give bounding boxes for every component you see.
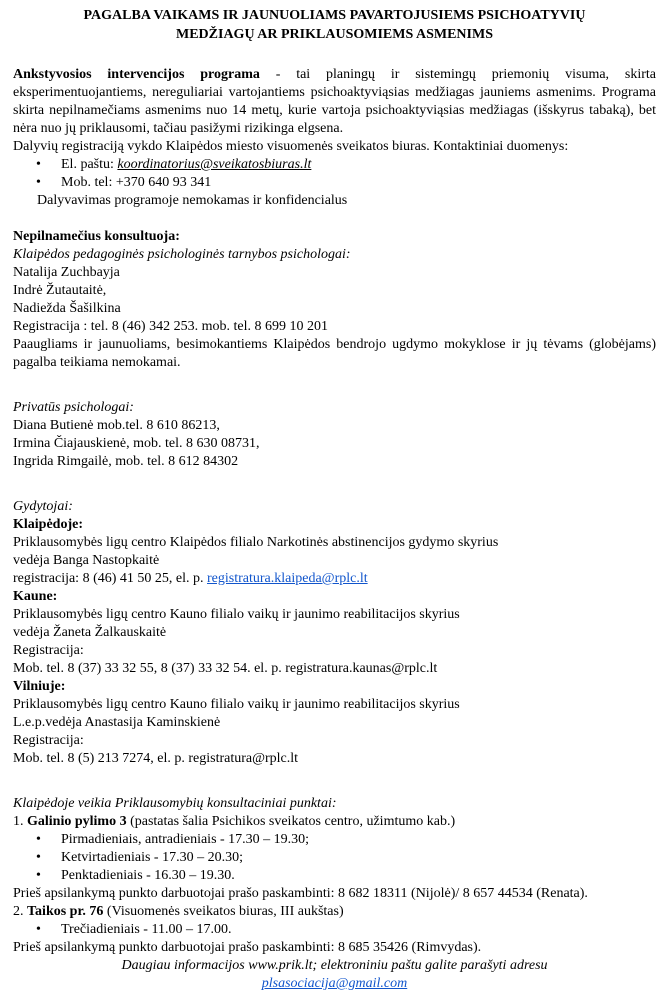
- point-1-number: 1.: [13, 814, 27, 829]
- list-item: [13, 174, 656, 192]
- list-item: [13, 849, 656, 867]
- email-label: El. paštu:: [61, 157, 118, 172]
- title-line-2: MEDŽIAGŲ AR PRIKLAUSOMIEMS ASMENIMS: [176, 27, 493, 42]
- bullet-icon: •: [36, 922, 41, 937]
- program-email-link[interactable]: koordinatorius@sveikatosbiuras.lt: [117, 157, 312, 172]
- klaipeda-dept: Priklausomybės ligų centro Klaipėdos filialo Narkotinės abstinencijos gydymo skyrius: [13, 535, 499, 550]
- program-description: - tai planingų ir sistemingų priemonių visuma, skirta eksperimentuojantiems, nereguliariai vartojantiems psichoaktyviąsias medžiagas jauniems asmenims. Programa skirta nepilnamečiams asmenims nuo 14 metų, kurie vartoja psichoaktyviąsias medžiagas (išskyrus tabaką), bet nėra nuo jų priklausomi, tačiau pasižymi rizikinga elgsena.: [13, 67, 656, 136]
- point-1-hours: [13, 831, 656, 885]
- point-1-call: Prieš apsilankymą punkto darbuotojai prašo paskambinti: 8 682 18311 (Nijolė)/ 8 657 44534 (Renata).: [13, 886, 588, 901]
- footer-email-line: [13, 975, 656, 993]
- private-psychologist: Ingrida Rimgailė, mob. tel. 8 612 84302: [13, 454, 239, 469]
- hours-entry: Penktadieniais - 16.30 – 19.30.: [61, 868, 235, 883]
- title-line-1: PAGALBA VAIKAMS IR JAUNUOLIAMS PAVARTOJUSIEMS PSICHOATYVIŲ: [83, 8, 586, 23]
- bullet-icon: •: [36, 832, 41, 847]
- ped-free-note: Paaugliams ir jaunuoliams, besimokantiems Klaipėdos bendrojo ugdymo mokyklose ir jų tėvams (globėjams) pagalba teikiama nemokamai.: [13, 337, 656, 370]
- point-2-call: Prieš apsilankymą punkto darbuotojai prašo paskambinti: 8 685 35426 (Rimvydas).: [13, 940, 482, 955]
- consult-heading: Nepilnamečius konsultuoja:: [13, 229, 180, 244]
- klaipeda-email-link[interactable]: registratura.klaipeda@rplc.lt: [207, 571, 368, 586]
- point-1-title: [13, 813, 656, 831]
- city-kaunas: Kaune:: [13, 589, 58, 604]
- bullet-icon: •: [36, 868, 41, 883]
- klaipeda-registration: [13, 570, 656, 588]
- list-item: [13, 831, 656, 849]
- program-name: Ankstyvosios intervencijos programa: [13, 67, 260, 82]
- list-item: [13, 867, 656, 885]
- vilnius-dept: Priklausomybės ligų centro Kauno filialo vaikų ir jaunimo reabilitacijos skyrius: [13, 697, 460, 712]
- psychologist-name: Natalija Zuchbayja: [13, 265, 120, 280]
- psychologist-name: Nadiežda Šašilkina: [13, 301, 121, 316]
- program-free-note: Dalyvavimas programoje nemokamas ir konfidencialus: [37, 193, 348, 208]
- vilnius-head: L.e.p.vedėja Anastasija Kaminskienė: [13, 715, 221, 730]
- program-contacts: [13, 156, 656, 192]
- hours-entry: Pirmadieniais, antradieniais - 17.30 – 19.30;: [61, 832, 310, 847]
- city-klaipeda: Klaipėdoje:: [13, 517, 83, 532]
- bullet-icon: •: [36, 175, 41, 190]
- footer-email-link[interactable]: plsasociacija@gmail.com: [261, 976, 408, 991]
- program-registration: Dalyvių registraciją vykdo Klaipėdos miesto visuomenės sveikatos biuras. Kontaktiniai duomenys:: [13, 139, 569, 154]
- kaunas-registration: Mob. tel. 8 (37) 33 32 55, 8 (37) 33 32 54. el. p. registratura.kaunas@rplc.lt: [13, 661, 438, 676]
- footer-text: Daugiau informacijos www.prik.lt; elektroniniu paštu galite parašyti adresu: [121, 958, 548, 973]
- list-item: [13, 156, 656, 174]
- document-page: [13, 6, 656, 993]
- private-heading: Privatūs psichologai:: [13, 400, 134, 415]
- kaunas-reg-label: Registracija:: [13, 643, 84, 658]
- program-phone: Mob. tel: +370 640 93 341: [61, 175, 212, 190]
- point-2-number: 2.: [13, 904, 27, 919]
- klaipeda-head: vedėja Banga Nastopkaitė: [13, 553, 160, 568]
- point-2-hours: [13, 921, 656, 939]
- private-psychologist: Diana Butienė mob.tel. 8 610 86213,: [13, 418, 220, 433]
- hours-entry: Trečiadieniais - 11.00 – 17.00.: [61, 922, 232, 937]
- point-2-desc: (Visuomenės sveikatos biuras, III aukštas): [103, 904, 344, 919]
- bullet-icon: •: [36, 850, 41, 865]
- vilnius-registration: Mob. tel. 8 (5) 213 7274, el. p. registratura@rplc.lt: [13, 751, 299, 766]
- list-item: [13, 921, 656, 939]
- kaunas-head: vedėja Žaneta Žalkauskaitė: [13, 625, 167, 640]
- hours-entry: Ketvirtadieniais - 17.30 – 20.30;: [61, 850, 243, 865]
- klaipeda-reg-text: registracija: 8 (46) 41 50 25, el. p.: [13, 571, 208, 586]
- private-psychologist: Irmina Čiajauskienė, mob. tel. 8 630 08731,: [13, 436, 260, 451]
- points-heading: Klaipėdoje veikia Priklausomybių konsultaciniai punktai:: [13, 796, 337, 811]
- point-2-title: [13, 903, 656, 921]
- doctors-heading: Gydytojai:: [13, 499, 73, 514]
- kaunas-dept: Priklausomybės ligų centro Kauno filialo vaikų ir jaunimo reabilitacijos skyrius: [13, 607, 460, 622]
- program-paragraph: [13, 66, 656, 138]
- ped-registration: Registracija : tel. 8 (46) 342 253. mob. tel. 8 699 10 201: [13, 319, 328, 334]
- page-title: [13, 6, 656, 44]
- vilnius-reg-label: Registracija:: [13, 733, 84, 748]
- point-1-desc: (pastatas šalia Psichikos sveikatos centro, užimtumo kab.): [126, 814, 456, 829]
- ped-heading: Klaipėdos pedagoginės psichologinės tarnybos psichologai:: [13, 247, 351, 262]
- psychologist-name: Indrė Žutautaitė,: [13, 283, 107, 298]
- point-1-name: Galinio pylimo 3: [27, 814, 127, 829]
- point-2-name: Taikos pr. 76: [27, 904, 104, 919]
- city-vilnius: Vilniuje:: [13, 679, 66, 694]
- bullet-icon: •: [36, 157, 41, 172]
